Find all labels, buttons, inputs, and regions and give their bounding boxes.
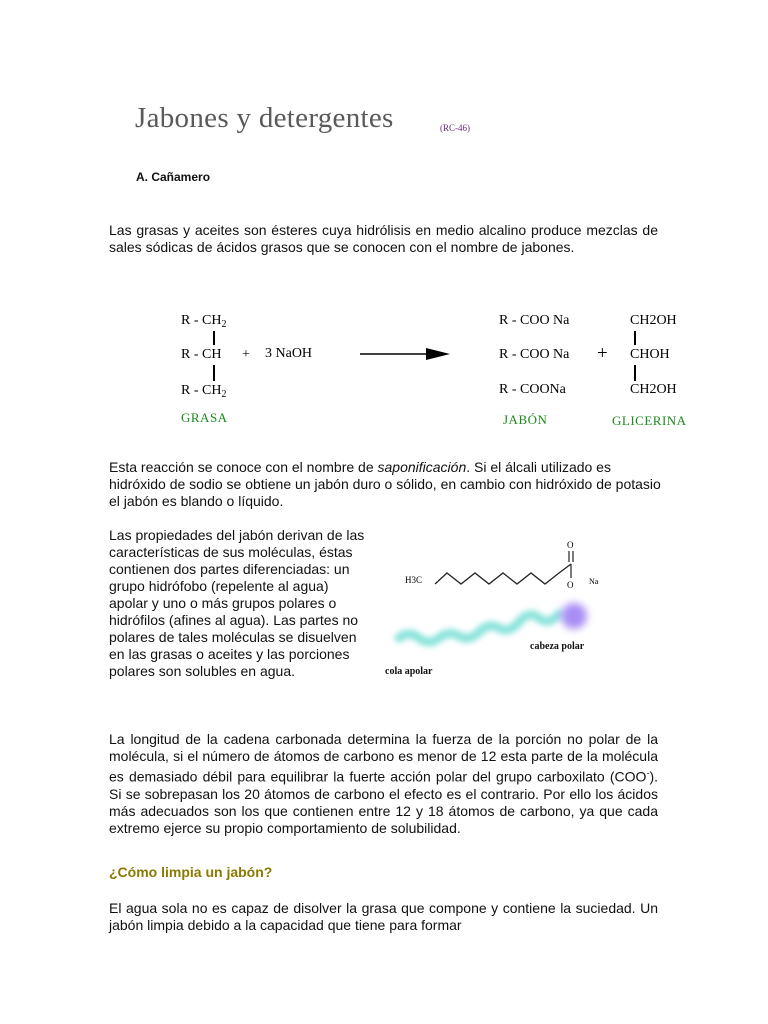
author-name: A. Cañamero: [136, 170, 211, 184]
oxygen-bottom-label: O: [567, 580, 574, 590]
fat-row-3: R - $CH_2$: [181, 383, 227, 400]
sodium-label: Na: [589, 577, 599, 586]
soap-molecule-figure: [385, 540, 610, 680]
glycerin-row-2: CHOH: [630, 347, 670, 362]
polar-head-label: cabeza polar: [530, 641, 585, 652]
fat-bond-2: [213, 365, 215, 381]
glycerin-bond-2: [634, 365, 636, 381]
section-heading: ¿Cómo limpia un jabón?: [109, 864, 273, 880]
apolar-tail-label: cola apolar: [385, 666, 433, 677]
carbon-chain-paragraph: La longitud de la cadena carbonada determina la fuerza de la porción no polar de la molécula, si el número de átomos de carbono es menor de 12 esta parte de la molécula es demasiado débil para equilibrar la fuerte acción polar del grupo carboxilato (COO-). Si se sobrepasan los 20 átomos de carbono el efecto es el contrario. Por ello los ácidos más adecuados son los que contienen entre 12 y 18 átomos de carbono, ya que cada extremo ejerce su propio comportamiento de solubilidad.: [109, 731, 658, 836]
reference-code: (RC-46): [440, 123, 470, 133]
fat-row-2: R - CH: [181, 347, 222, 362]
plus-sign-2: +: [597, 343, 608, 364]
molecule-structure-icon: [385, 540, 610, 680]
methyl-group-label: H3C: [405, 575, 423, 585]
glycerin-bond-1: [634, 331, 636, 345]
document-title: Jabones y detergentes: [135, 102, 394, 134]
label-grasa: GRASA: [181, 410, 228, 425]
label-jabon: JABÓN: [503, 412, 548, 427]
reaction-arrow-icon: [360, 347, 452, 361]
oxygen-top-label: O: [567, 540, 574, 550]
fat-row-1: R - $CH_2$: [181, 313, 227, 330]
intro-paragraph: Las grasas y aceites son ésteres cuya hidrólisis en medio alcalino produce mezclas de sales sódicas de ácidos grasos que se conocen con el nombre de jabones.: [109, 222, 658, 255]
properties-paragraph: Las propiedades del jabón derivan de las características de sus moléculas, éstas contienen dos partes diferenciadas: un grupo hidrófobo (repelente al agua) apolar y uno o más grupos polares o hidrófilos (afines al agua). Las partes no polares de tales moléculas se disuelven en las grasas o aceites y las porciones polares son solubles en agua.: [109, 527, 365, 679]
cleaning-paragraph: El agua sola no es capaz de disolver la grasa que compone y contiene la suciedad. Un jabón limpia debido a la capacidad que tiene para formar: [109, 900, 658, 933]
soap-row-1: R - COO Na: [499, 313, 570, 328]
soap-row-2: R - COO Na: [499, 347, 570, 362]
label-glicerina: GLICERINA: [612, 413, 687, 428]
fat-bond-1: [213, 331, 215, 345]
plus-sign-1: +: [242, 347, 250, 362]
soap-row-3: R - COONa: [499, 382, 566, 397]
glycerin-row-3: CH2OH: [630, 382, 677, 397]
saponification-paragraph: Esta reacción se conoce con el nombre de saponificación. Si el álcali utilizado es hidróxido de sodio se obtiene un jabón duro o sólido, en cambio con hidróxido de potasio el jabón es blando o líquido.: [109, 459, 661, 509]
glycerin-row-1: CH2OH: [630, 313, 677, 328]
naoh-reagent: 3 NaOH: [265, 346, 313, 361]
